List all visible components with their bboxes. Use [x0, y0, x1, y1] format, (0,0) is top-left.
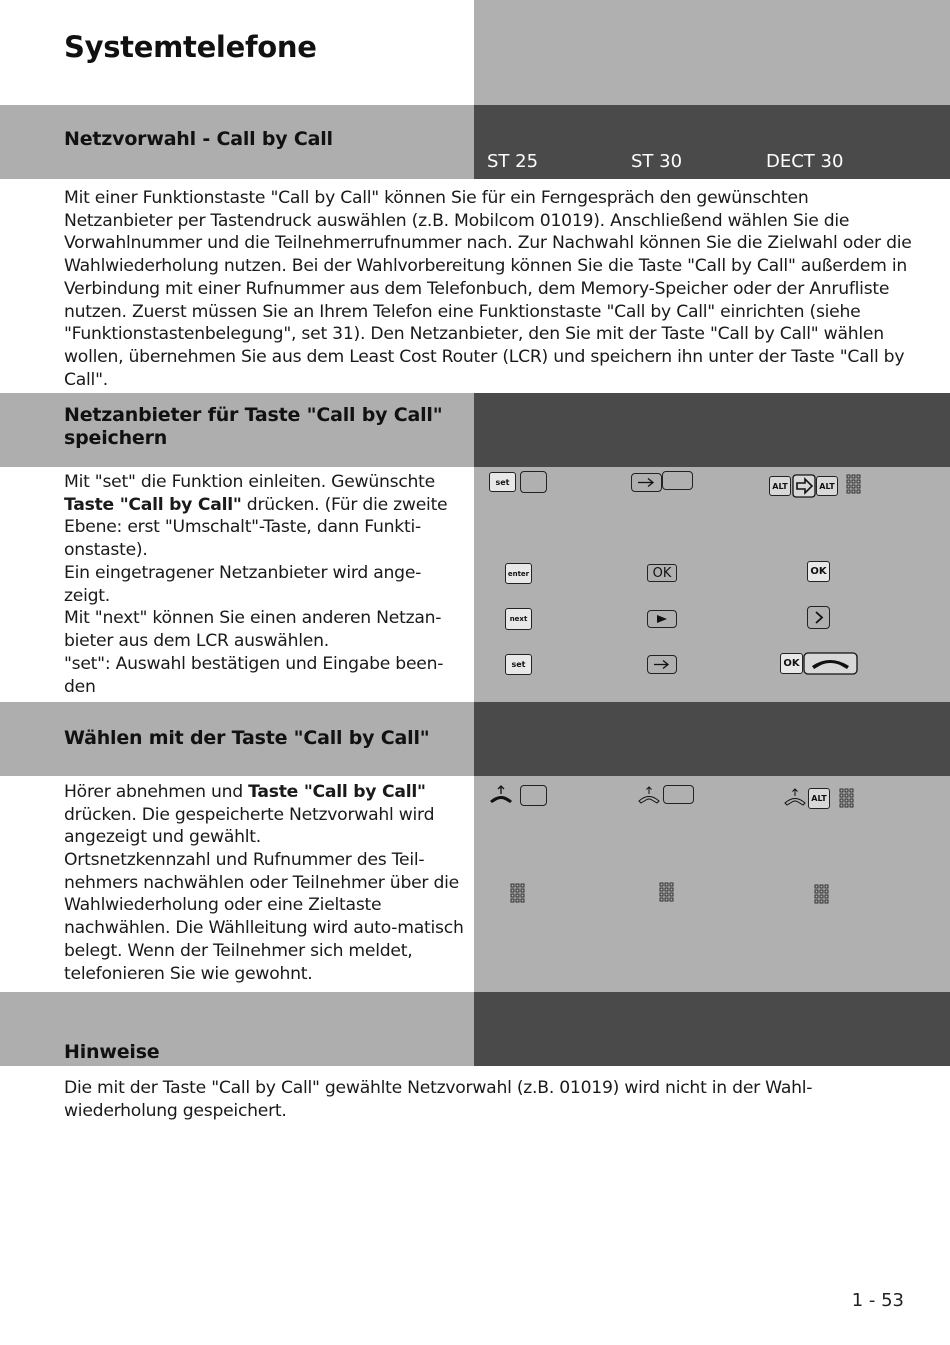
chevron-right-key-icon — [807, 606, 830, 629]
arrow-key-icon — [647, 655, 677, 674]
page-title: Systemtelefone — [64, 30, 317, 64]
section-header-right — [474, 105, 950, 179]
function-key-icon — [520, 471, 547, 493]
notes-header-right — [474, 992, 950, 1066]
function-key-icon — [520, 785, 547, 806]
ok-key-icon: OK — [647, 564, 677, 582]
section2-header-right — [474, 702, 950, 776]
section1-header-right — [474, 393, 950, 467]
keypad-icon — [510, 883, 526, 905]
keypad-icon — [839, 788, 855, 810]
section1-keys-area — [474, 467, 950, 702]
keypad-icon — [846, 474, 862, 496]
handset-lift-icon — [488, 785, 514, 805]
set-key-icon: set — [489, 472, 516, 492]
section2-step1-post: drücken. Die gespeicherte Netzvorwahl wird angezeigt und gewählt. — [64, 804, 435, 848]
section1-step1-post: drücken. (Für die zweite Ebene: erst "Umschalt"-Taste, dann Funkti-onstaste). — [64, 494, 448, 561]
enter-key-icon: enter — [505, 563, 532, 584]
keypad-icon — [659, 882, 675, 904]
notes-title: Hinweise — [64, 1041, 160, 1063]
section2-step2: Ortsnetzkennzahl und Rufnummer des Teil-nehmers nachwählen oder Teilnehmer über die Wahlwiederholung oder eine Zieltaste nachwählen. Die Wählleitung wird auto-matisch belegt. Wenn der Teilnehmer sich meldet, telefonieren Sie wie gewohnt. — [64, 850, 464, 984]
header-right-block — [474, 0, 950, 105]
intro-paragraph: Mit einer Funktionstaste "Call by Call" können Sie für ein Ferngespräch den gewünschten Netzanbieter per Tastendruck auswählen (z.B. Mobilcom 01019). Anschließend wählen Sie die Vorwahlnummer und die Teilnehmerrufnummer nach. Zur Nachwahl können Sie die Zielwahl oder die Wahlwiederholung nutzen. Bei der Wahlvorbereitung können Sie die Taste "Call by Call" außerdem in Verbindung mit einer Rufnummer aus dem Telefonbuch, dem Memory-Speicher oder der Anrufliste nutzen. Zuerst müssen Sie an Ihrem Telefon eine Funktionstaste "Call by Call" einrichten (siehe "Funktionstastenbelegung", set 31). Den Netzanbieter, den Sie mit der Taste "Call by Call" wählen wollen, übernehmen Sie aus dem Least Cost Router (LCR) und speichern ihn unter der Taste "Call by Call". — [64, 188, 912, 390]
section1-step3: Mit "next" können Sie einen anderen Netzan-bieter aus dem LCR auswählen. — [64, 608, 442, 651]
section1-title — [64, 404, 442, 450]
column-st30: ST 30 — [631, 151, 683, 172]
section2-step1 — [64, 781, 464, 849]
section1-title-line2: speichern — [64, 427, 168, 449]
section2-keys-area — [474, 776, 950, 992]
end-call-key-icon — [803, 652, 858, 675]
section1-step1-bold: Taste "Call by Call" — [64, 494, 242, 515]
ok-key-icon: OK — [780, 653, 803, 674]
section-title: Netzvorwahl - Call by Call — [64, 128, 333, 150]
function-key-icon — [662, 471, 693, 490]
alt-key-icon: ALT — [769, 476, 791, 496]
alt-key-icon: ALT — [808, 788, 830, 809]
column-dect30: DECT 30 — [766, 151, 844, 172]
section1-title-line1: Netzanbieter für Taste "Call by Call" — [64, 404, 443, 426]
section2-step1-bold: Taste "Call by Call" — [248, 782, 426, 802]
alt-key-icon: ALT — [816, 476, 838, 496]
function-key-icon — [663, 785, 694, 804]
notes-text: Die mit der Taste "Call by Call" gewählte Netzvorwahl (z.B. 01019) wird nicht in der Wahl-wiederholung gespeichert. — [64, 1078, 813, 1121]
page-number: 1 - 53 — [851, 1290, 904, 1311]
handset-lift-icon — [637, 786, 661, 804]
column-st25: ST 25 — [487, 151, 539, 172]
section1-step1-pre: Mit "set" die Funktion einleiten. Gewünschte — [64, 472, 435, 492]
keypad-icon — [814, 884, 830, 906]
section1-step2: Ein eingetragener Netzanbieter wird ange-zeigt. — [64, 563, 422, 606]
play-key-icon — [647, 610, 677, 628]
ok-key-icon: OK — [807, 561, 830, 582]
arrow-key-icon — [631, 473, 662, 492]
section2-step1-pre: Hörer abnehmen und — [64, 782, 249, 802]
shift-arrow-icon — [792, 474, 816, 498]
handset-lift-icon — [783, 788, 807, 806]
section1-step1 — [64, 471, 464, 562]
next-key-icon: next — [505, 608, 532, 630]
section1-step4: "set": Auswahl bestätigen und Eingabe been-den — [64, 654, 444, 697]
section2-title: Wählen mit der Taste "Call by Call" — [64, 727, 430, 749]
set-key-icon: set — [505, 654, 532, 675]
